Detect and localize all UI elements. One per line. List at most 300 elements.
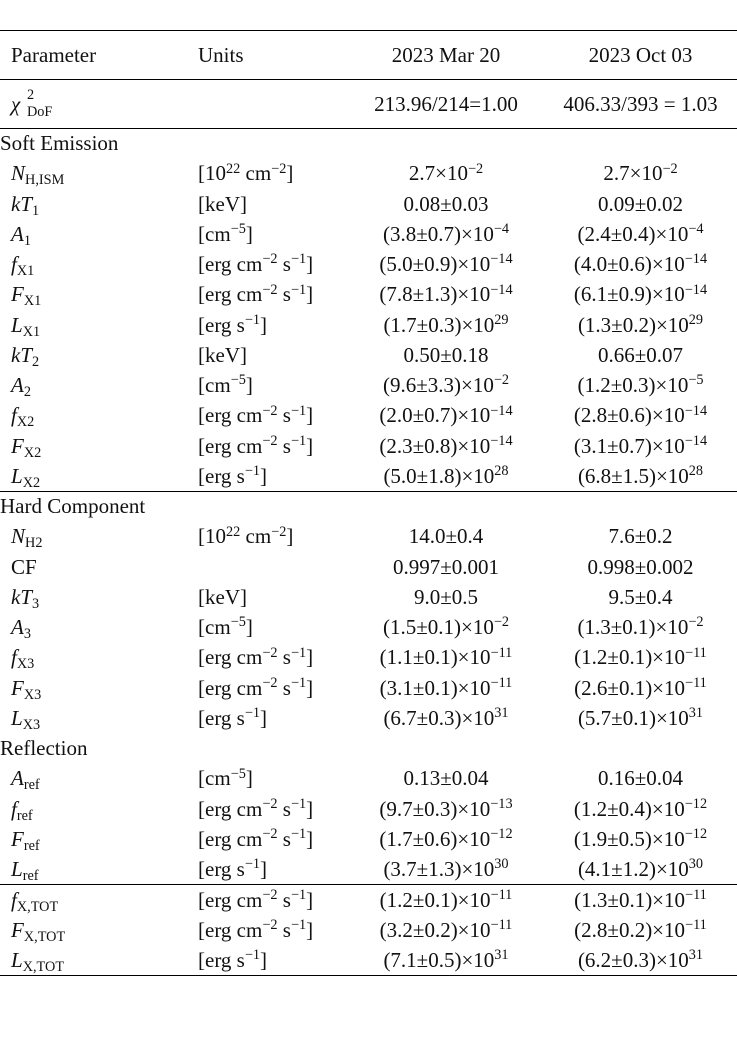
param-subscript: H2: [25, 535, 43, 552]
units-cell: [188, 703, 348, 733]
table-row: [0, 310, 737, 340]
units-text: s: [277, 826, 291, 851]
value-exponent: 31: [494, 946, 509, 963]
table-row: [0, 371, 737, 401]
value-obs1: [348, 461, 544, 491]
chi2-sub: DoF: [27, 103, 53, 120]
param-subscript: X2: [16, 414, 35, 431]
param-symbol: N: [11, 161, 26, 186]
units-exponent: −5: [230, 765, 246, 782]
value-obs2: [544, 945, 737, 975]
units-text: ]: [260, 947, 268, 972]
value-exponent: −14: [684, 251, 708, 268]
param-subscript: 3: [32, 595, 40, 612]
value-mantissa: (2.8±0.6)×10: [573, 403, 685, 428]
units-text: ]: [306, 675, 314, 700]
value-obs2: [544, 159, 737, 189]
param-symbol: L: [11, 856, 23, 881]
units-text: s: [277, 796, 291, 821]
value-obs2: [544, 673, 737, 703]
value-obs2: [544, 764, 737, 794]
table-row: [0, 189, 737, 219]
units-exponent: −1: [244, 946, 261, 963]
value-mantissa: (9.6±3.3)×10: [382, 373, 494, 398]
value-obs2: [544, 885, 737, 915]
table-row: [0, 824, 737, 854]
param-subscript: H,ISM: [25, 172, 65, 189]
param-cell: [0, 885, 188, 915]
units-text: ]: [306, 917, 314, 942]
units-text: ]: [306, 796, 314, 821]
value-obs2: [544, 371, 737, 401]
value-obs2: [544, 310, 737, 340]
units-text: ]: [245, 615, 253, 640]
units-text: [erg cm: [198, 252, 263, 277]
units-cell: [188, 280, 348, 310]
units-text: [cm: [198, 373, 231, 398]
units-text: [erg s: [198, 463, 245, 488]
param-cell: [0, 703, 188, 733]
value-obs2: [544, 219, 737, 249]
param-cell: [0, 794, 188, 824]
value-exponent: −14: [684, 281, 708, 298]
units-exponent: −2: [262, 432, 278, 449]
param-cell: [0, 219, 188, 249]
param-subscript: 1: [32, 202, 40, 219]
param-subscript: X1: [23, 293, 42, 310]
value-exponent: 31: [494, 705, 509, 722]
value-mantissa: 2.7×10: [408, 161, 468, 186]
value-mantissa: (3.2±0.2)×10: [379, 917, 491, 942]
param-subscript: X2: [22, 474, 41, 491]
param-symbol: f: [11, 796, 17, 821]
units-cell: [188, 885, 348, 915]
units-exponent: −1: [290, 795, 307, 812]
param-symbol: F: [11, 433, 24, 458]
param-symbol: F: [11, 675, 24, 700]
param-subscript: 1: [23, 232, 31, 249]
value-obs2: [544, 189, 737, 219]
value-exponent: −14: [490, 402, 513, 419]
units-exponent: −2: [262, 402, 278, 419]
units-cell: [188, 401, 348, 431]
header-obs2: 2023 Oct 03: [544, 31, 737, 80]
table-row: [0, 915, 737, 945]
value-mantissa: (6.1±0.9)×10: [573, 282, 685, 307]
param-cell: [0, 915, 188, 945]
value-mantissa: (1.2±0.1)×10: [379, 887, 491, 912]
param-cell: [0, 340, 188, 370]
units-text: [erg cm: [198, 826, 263, 851]
value-exponent: −5: [688, 372, 704, 389]
units-text: ]: [245, 373, 253, 398]
value-mantissa: (7.8±1.3)×10: [379, 282, 491, 307]
param-cell: [0, 159, 188, 189]
value-mantissa: (5.0±0.9)×10: [379, 252, 491, 277]
units-text: [10: [198, 524, 226, 549]
value-obs2: [544, 915, 737, 945]
value-obs1: [348, 673, 544, 703]
value-mantissa: 0.16±0.04: [597, 766, 684, 791]
value-obs1: [348, 855, 544, 885]
table-row: [0, 522, 737, 552]
param-subscript: X2: [23, 444, 42, 461]
units-exponent: −1: [244, 705, 261, 722]
value-exponent: −11: [490, 886, 513, 903]
value-obs1: [348, 885, 544, 915]
units-text: s: [277, 887, 291, 912]
param-subscript: 2: [23, 384, 31, 401]
units-exponent: −2: [262, 644, 278, 661]
value-obs1: [348, 522, 544, 552]
value-mantissa: (3.1±0.7)×10: [573, 433, 685, 458]
value-mantissa: (7.1±0.5)×10: [383, 947, 495, 972]
value-obs1: [348, 280, 544, 310]
table-row: [0, 340, 737, 370]
value-exponent: −12: [490, 826, 513, 843]
param-cell: [0, 280, 188, 310]
units-exponent: −2: [262, 916, 278, 933]
units-text: [erg cm: [198, 433, 263, 458]
value-obs1: [348, 764, 544, 794]
units-text: [keV]: [198, 584, 247, 609]
units-text: [erg s: [198, 705, 245, 730]
value-mantissa: 0.66±0.07: [597, 342, 684, 367]
value-obs2: [544, 613, 737, 643]
units-text: [cm: [198, 766, 231, 791]
param-cell: [0, 371, 188, 401]
units-text: cm: [240, 524, 272, 549]
units-exponent: −2: [271, 160, 287, 177]
units-cell: [188, 219, 348, 249]
param-cell: [0, 945, 188, 975]
section-title: Soft Emission: [0, 129, 737, 159]
units-exponent: 22: [226, 160, 241, 177]
value-obs1: [348, 401, 544, 431]
value-exponent: 29: [494, 311, 509, 328]
value-exponent: 31: [688, 705, 704, 722]
value-mantissa: (1.2±0.1)×10: [574, 645, 686, 670]
value-obs1: [348, 582, 544, 612]
value-obs1: [348, 794, 544, 824]
units-text: ]: [260, 463, 268, 488]
table-row: [0, 643, 737, 673]
value-obs1: [348, 945, 544, 975]
units-text: ]: [306, 403, 314, 428]
value-mantissa: (6.7±0.3)×10: [383, 705, 495, 730]
param-cell: [0, 310, 188, 340]
value-obs2: [544, 703, 737, 733]
value-exponent: −2: [493, 372, 510, 389]
value-exponent: −11: [685, 674, 707, 691]
param-symbol: kT: [11, 191, 32, 216]
value-exponent: 28: [494, 462, 509, 479]
units-exponent: −5: [230, 372, 246, 389]
table-row: [0, 461, 737, 491]
value-mantissa: 0.997±0.001: [392, 554, 500, 579]
units-exponent: −5: [230, 614, 246, 631]
units-text: s: [277, 917, 291, 942]
units-exponent: −2: [271, 523, 287, 540]
table-row: [0, 855, 737, 885]
units-cell: [188, 613, 348, 643]
units-exponent: −1: [244, 311, 261, 328]
value-obs1: [348, 250, 544, 280]
param-subscript: X,TOT: [16, 898, 59, 915]
value-mantissa: 0.13±0.04: [403, 766, 489, 791]
units-cell: [188, 310, 348, 340]
value-mantissa: (2.0±0.7)×10: [379, 403, 491, 428]
value-mantissa: (2.4±0.4)×10: [577, 221, 689, 246]
section-title: Hard Component: [0, 492, 737, 522]
section-row: [0, 129, 737, 159]
value-exponent: −11: [490, 644, 513, 661]
param-subscript: X,TOT: [23, 928, 66, 945]
value-mantissa: (9.7±0.3)×10: [379, 796, 491, 821]
table-row: [0, 219, 737, 249]
units-text: ]: [286, 161, 294, 186]
units-exponent: −2: [262, 674, 278, 691]
param-subscript: X1: [16, 263, 35, 280]
param-cell: [0, 855, 188, 885]
value-mantissa: 0.998±0.002: [587, 554, 694, 579]
param-symbol: f: [11, 645, 17, 670]
param-subscript: 3: [23, 626, 31, 643]
units-cell: [188, 431, 348, 461]
units-exponent: −2: [262, 826, 278, 843]
section-row: [0, 492, 737, 522]
value-mantissa: (1.3±0.1)×10: [577, 615, 689, 640]
value-mantissa: (1.3±0.1)×10: [574, 887, 686, 912]
value-mantissa: (6.2±0.3)×10: [577, 947, 689, 972]
table-row: [0, 280, 737, 310]
param-symbol: A: [11, 615, 24, 640]
param-cell: [0, 250, 188, 280]
param-symbol: N: [11, 524, 26, 549]
chi2-value-obs2: 406.33/393 = 1.03: [544, 80, 737, 129]
table-row: [0, 159, 737, 189]
value-exponent: −2: [493, 614, 510, 631]
param-subscript: ref: [23, 777, 40, 794]
value-exponent: −11: [685, 644, 707, 661]
value-obs1: [348, 340, 544, 370]
value-mantissa: (4.1±1.2)×10: [577, 856, 689, 881]
value-exponent: −12: [684, 795, 708, 812]
param-symbol: f: [11, 252, 17, 277]
value-obs2: [544, 855, 737, 885]
units-text: [keV]: [198, 191, 247, 216]
units-cell: [188, 945, 348, 975]
param-symbol: f: [11, 403, 17, 428]
units-text: [keV]: [198, 342, 247, 367]
table-row: [0, 582, 737, 612]
units-exponent: −1: [290, 402, 307, 419]
table-row: [0, 794, 737, 824]
units-text: s: [277, 645, 291, 670]
units-cell: [188, 340, 348, 370]
value-obs1: [348, 915, 544, 945]
table-row: [0, 945, 737, 975]
value-mantissa: (1.9±0.5)×10: [573, 826, 685, 851]
units-cell: [188, 522, 348, 552]
units-exponent: −1: [290, 674, 307, 691]
header-obs1: 2023 Mar 20: [348, 31, 544, 80]
section-title: Reflection: [0, 736, 88, 761]
param-cell: [0, 764, 188, 794]
param-symbol: L: [11, 947, 23, 972]
value-mantissa: 0.08±0.03: [403, 191, 489, 216]
param-symbol: A: [11, 373, 24, 398]
value-mantissa: (1.7±0.3)×10: [383, 312, 495, 337]
units-cell: [188, 582, 348, 612]
units-text: ]: [306, 282, 314, 307]
units-text: [cm: [198, 221, 231, 246]
value-exponent: −14: [684, 402, 708, 419]
value-exponent: −2: [688, 614, 704, 631]
value-obs1: [348, 371, 544, 401]
value-exponent: 30: [688, 856, 704, 873]
value-mantissa: (5.0±1.8)×10: [383, 463, 495, 488]
units-text: ]: [260, 705, 268, 730]
value-obs2: [544, 643, 737, 673]
units-cell: [188, 250, 348, 280]
units-text: s: [277, 675, 291, 700]
units-exponent: −1: [290, 644, 307, 661]
value-mantissa: 14.0±0.4: [408, 524, 484, 549]
units-cell: [188, 824, 348, 854]
param-symbol: F: [11, 826, 24, 851]
units-cell: [188, 643, 348, 673]
param-cell: [0, 401, 188, 431]
units-exponent: −5: [230, 221, 246, 238]
units-exponent: −1: [244, 856, 261, 873]
param-symbol: kT: [11, 584, 32, 609]
value-mantissa: (2.6±0.1)×10: [574, 675, 686, 700]
param-subscript: 2: [32, 353, 40, 370]
param-symbol: L: [11, 312, 23, 337]
value-exponent: 29: [688, 311, 704, 328]
units-text: [erg cm: [198, 917, 263, 942]
value-mantissa: (1.3±0.2)×10: [577, 312, 689, 337]
value-exponent: −11: [490, 674, 513, 691]
units-text: [erg cm: [198, 675, 263, 700]
units-exponent: −1: [290, 281, 307, 298]
value-obs1: [348, 189, 544, 219]
value-obs1: [348, 703, 544, 733]
chi2-value-obs1: 213.96/214=1.00: [348, 80, 544, 129]
units-text: ]: [245, 221, 253, 246]
value-mantissa: 7.6±0.2: [608, 524, 673, 549]
param-symbol: F: [11, 917, 24, 942]
units-exponent: −2: [262, 886, 278, 903]
chi2-sup: 2: [27, 86, 35, 103]
value-mantissa: 0.09±0.02: [597, 191, 684, 216]
units-exponent: −1: [290, 432, 307, 449]
header-row: [0, 31, 737, 80]
value-mantissa: (2.8±0.2)×10: [574, 917, 686, 942]
units-text: s: [277, 282, 291, 307]
header-parameter: Parameter: [0, 31, 188, 80]
param-cell: [0, 582, 188, 612]
table-row: [0, 885, 737, 915]
value-obs2: [544, 552, 737, 582]
units-exponent: −2: [262, 795, 278, 812]
units-text: [erg cm: [198, 645, 263, 670]
units-cell: [188, 371, 348, 401]
param-subscript: X3: [23, 686, 42, 703]
param-symbol: L: [11, 705, 23, 730]
param-symbol: CF: [11, 554, 37, 579]
value-exponent: 28: [688, 462, 704, 479]
value-obs1: [348, 552, 544, 582]
value-mantissa: 9.0±0.5: [413, 584, 479, 609]
units-text: ]: [306, 645, 314, 670]
units-text: [erg cm: [198, 887, 263, 912]
table-row: [0, 764, 737, 794]
value-exponent: −4: [688, 221, 704, 238]
value-exponent: −12: [684, 826, 708, 843]
units-text: [10: [198, 161, 226, 186]
param-cell: [0, 189, 188, 219]
value-mantissa: (3.7±1.3)×10: [383, 856, 495, 881]
param-subscript: ref: [16, 807, 33, 824]
value-obs2: [544, 280, 737, 310]
section-row: [0, 734, 737, 764]
value-exponent: −14: [490, 281, 513, 298]
value-mantissa: (3.1±0.1)×10: [379, 675, 491, 700]
param-subscript: X,TOT: [22, 958, 65, 975]
units-text: ]: [306, 433, 314, 458]
value-mantissa: (1.7±0.6)×10: [379, 826, 491, 851]
value-obs1: [348, 824, 544, 854]
table-row: [0, 250, 737, 280]
value-obs2: [544, 250, 737, 280]
value-obs1: [348, 159, 544, 189]
value-exponent: −13: [490, 795, 513, 812]
table-row: [0, 552, 737, 582]
value-obs2: [544, 582, 737, 612]
table-row: [0, 613, 737, 643]
units-text: ]: [306, 887, 314, 912]
units-text: [erg cm: [198, 796, 263, 821]
units-text: [erg s: [198, 947, 245, 972]
chi2-symbol: χ: [11, 91, 21, 116]
param-symbol: kT: [11, 342, 32, 367]
param-cell: [0, 643, 188, 673]
units-text: s: [277, 252, 291, 277]
units-text: ]: [260, 312, 268, 337]
units-text: ]: [260, 856, 268, 881]
units-cell: [188, 461, 348, 491]
units-text: ]: [286, 524, 294, 549]
units-cell: [188, 552, 348, 582]
value-obs2: [544, 794, 737, 824]
units-text: s: [277, 403, 291, 428]
param-symbol: A: [11, 766, 24, 791]
units-cell: [188, 159, 348, 189]
value-exponent: 30: [494, 856, 509, 873]
param-cell: [0, 461, 188, 491]
chi2-param: [0, 80, 188, 129]
param-cell: [0, 431, 188, 461]
units-text: [cm: [198, 615, 231, 640]
value-mantissa: (1.1±0.1)×10: [379, 645, 491, 670]
units-exponent: −1: [290, 826, 307, 843]
units-text: ]: [306, 252, 314, 277]
header-units: Units: [188, 31, 348, 80]
units-text: ]: [245, 766, 253, 791]
param-subscript: ref: [23, 837, 40, 854]
